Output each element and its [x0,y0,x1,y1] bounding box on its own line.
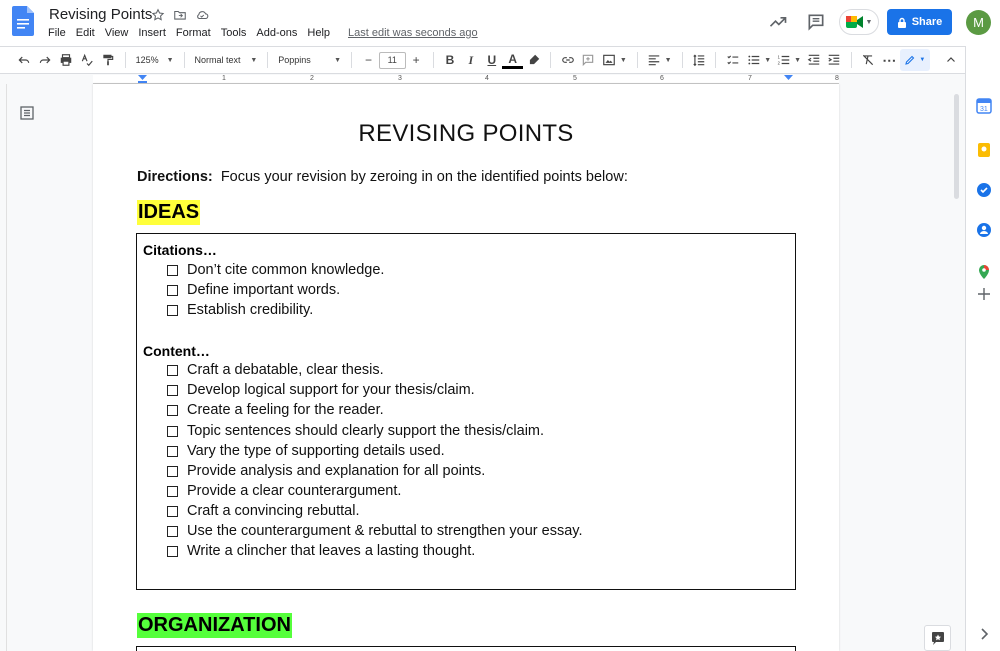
ruler-page-area [93,75,839,84]
checkbox[interactable] [167,486,178,497]
side-panel [965,46,1000,651]
organization-heading: ORGANIZATION [138,614,291,636]
checkbox[interactable] [167,305,178,316]
add-comment-icon[interactable] [578,49,599,71]
ruler-number: 1 [222,75,226,82]
menu-add-ons[interactable]: Add-ons [256,27,298,39]
toolbar-divider [267,52,268,68]
menu-edit[interactable]: Edit [75,27,95,39]
ruler-number: 4 [485,75,489,82]
directions-paragraph [137,169,628,185]
toolbar-divider [682,52,683,68]
decrease-font-size-button[interactable]: − [364,53,372,67]
chevron-down-icon[interactable]: ▼ [664,56,672,64]
explore-icon [931,631,945,645]
increase-indent-icon[interactable] [824,49,845,71]
more-options-icon[interactable]: ⋯ [882,51,897,68]
checkbox[interactable] [167,365,178,376]
editing-mode-icon[interactable]: ▼ [900,49,930,71]
font-select[interactable]: Poppins ▼ [278,55,342,65]
list-item: Provide analysis and explanation for all points. [167,463,485,479]
ideas-table [136,233,796,590]
font-size-input[interactable]: 11 [379,52,406,69]
line-spacing-icon[interactable] [689,49,710,71]
list-item: Create a feeling for the reader. [167,402,384,418]
scrollbar-thumb[interactable] [954,94,959,199]
meet-icon [846,15,864,29]
chevron-down-icon[interactable]: ▼ [619,56,627,64]
increase-font-size-button[interactable]: + [412,53,420,67]
checklist-icon[interactable] [722,49,743,71]
italic-button[interactable]: I [468,52,474,67]
checkbox[interactable] [167,285,178,296]
checkbox[interactable] [167,466,178,477]
list-item: Define important words. [167,282,340,298]
toolbar-divider [715,52,716,68]
maps-icon[interactable] [976,264,992,280]
activity-dashboard-icon[interactable] [768,12,788,32]
checkbox[interactable] [167,426,178,437]
list-item: Develop logical support for your thesis/claim. [167,382,475,398]
chevron-down-icon: ▼ [865,18,873,26]
style-select[interactable]: Normal text ▼ [194,55,258,65]
list-item: Write a clincher that leaves a lasting thought. [167,543,475,559]
list-item: Provide a clear counterargument. [167,483,401,499]
checkbox[interactable] [167,405,178,416]
list-item: Don’t cite common knowledge. [167,262,384,278]
page-title: REVISING POINTS [358,120,574,147]
ideas-heading: IDEAS [138,201,200,223]
toolbar-divider [184,52,185,68]
document-title[interactable]: Revising Points [49,6,153,23]
header [0,0,1000,46]
svg-text:2: 2 [777,60,780,66]
ruler-number: 7 [748,75,752,82]
star-icon[interactable] [150,7,166,23]
document-outline-icon[interactable] [20,106,34,120]
checkbox[interactable] [167,506,178,517]
spellcheck-icon[interactable] [77,49,98,71]
directions-label: Directions: [137,169,213,185]
share-label: Share [911,16,943,28]
svg-text:1: 1 [777,54,780,60]
move-folder-icon[interactable] [172,7,188,23]
chevron-down-icon[interactable]: ▼ [764,56,772,64]
menu-view[interactable]: View [104,27,129,39]
bold-button[interactable]: B [445,53,455,67]
right-indent-marker-icon[interactable] [784,75,793,84]
paint-format-icon[interactable] [98,49,119,71]
ruler-number: 3 [398,75,402,82]
docs-logo-icon[interactable] [12,6,34,36]
toolbar-divider [851,52,852,68]
last-edit-link[interactable]: Last edit was seconds ago [348,27,478,39]
list-item: Vary the type of supporting details used. [167,443,445,459]
directions-text: Focus your revision by zeroing in on the identified points below: [220,169,628,185]
menu-file[interactable]: File [48,27,66,39]
list-item: Craft a convincing rebuttal. [167,503,359,519]
cloud-saved-icon[interactable] [194,7,210,23]
ruler-number: 8 [835,75,839,82]
checkbox[interactable] [167,526,178,537]
ruler-number: 6 [660,75,664,82]
menu-bar [48,27,488,39]
align-left-icon[interactable] [644,49,665,71]
organization-table [136,646,796,651]
decrease-indent-icon[interactable] [803,49,824,71]
toolbar-divider [550,52,551,68]
list-item: Establish credibility. [167,302,313,318]
toolbar-divider [125,52,126,68]
calendar-icon[interactable] [976,98,992,114]
bulleted-list-icon[interactable] [743,49,764,71]
toolbar-divider [637,52,638,68]
checkbox[interactable] [167,385,178,396]
lock-icon [897,17,907,28]
svg-text:31: 31 [980,106,988,113]
undo-icon[interactable] [14,49,35,71]
print-icon[interactable] [56,49,77,71]
citations-heading: Citations… [143,242,217,258]
contacts-icon[interactable] [976,222,992,238]
ruler-number: 2 [310,75,314,82]
redo-icon[interactable] [35,49,56,71]
content-heading: Content… [143,343,210,359]
checkbox[interactable] [167,446,178,457]
meet-button[interactable] [839,9,879,35]
avatar[interactable]: M [966,10,991,35]
underline-button[interactable]: U [487,53,497,67]
menu-help[interactable]: Help [307,27,331,39]
share-button[interactable] [887,9,952,35]
collapse-menus-icon[interactable] [940,49,961,71]
left-indent-marker-icon[interactable] [138,75,147,84]
zoom-select[interactable]: 125% ▼ [135,55,174,65]
list-item: Use the counterargument & rebuttal to strengthen your essay. [167,523,582,539]
keep-icon[interactable] [976,142,992,158]
insert-link-icon[interactable] [557,49,578,71]
menu-format[interactable]: Format [175,27,211,39]
clear-formatting-icon[interactable] [858,49,879,71]
toolbar-divider [351,52,352,68]
text-color-button[interactable]: A [502,51,523,69]
highlight-color-icon[interactable] [523,49,544,71]
chevron-down-icon[interactable]: ▼ [794,56,802,64]
checkbox[interactable] [167,546,178,557]
toolbar-divider [433,52,434,68]
menu-insert[interactable]: Insert [138,27,166,39]
chevron-right-icon[interactable] [979,628,989,640]
list-item: Topic sentences should clearly support the thesis/claim. [167,423,544,439]
insert-image-icon[interactable] [599,49,620,71]
list-item: Craft a debatable, clear thesis. [167,362,384,378]
document-page[interactable] [93,84,839,651]
ruler-number: 5 [573,75,577,82]
toolbar [0,46,965,74]
explore-button[interactable] [924,625,951,651]
comment-history-icon[interactable] [806,12,826,32]
add-icon[interactable] [978,288,990,300]
vertical-ruler [0,84,7,651]
tasks-icon[interactable] [976,182,992,198]
checkbox[interactable] [167,265,178,276]
numbered-list-icon[interactable] [773,49,794,71]
menu-tools[interactable]: Tools [220,27,247,39]
